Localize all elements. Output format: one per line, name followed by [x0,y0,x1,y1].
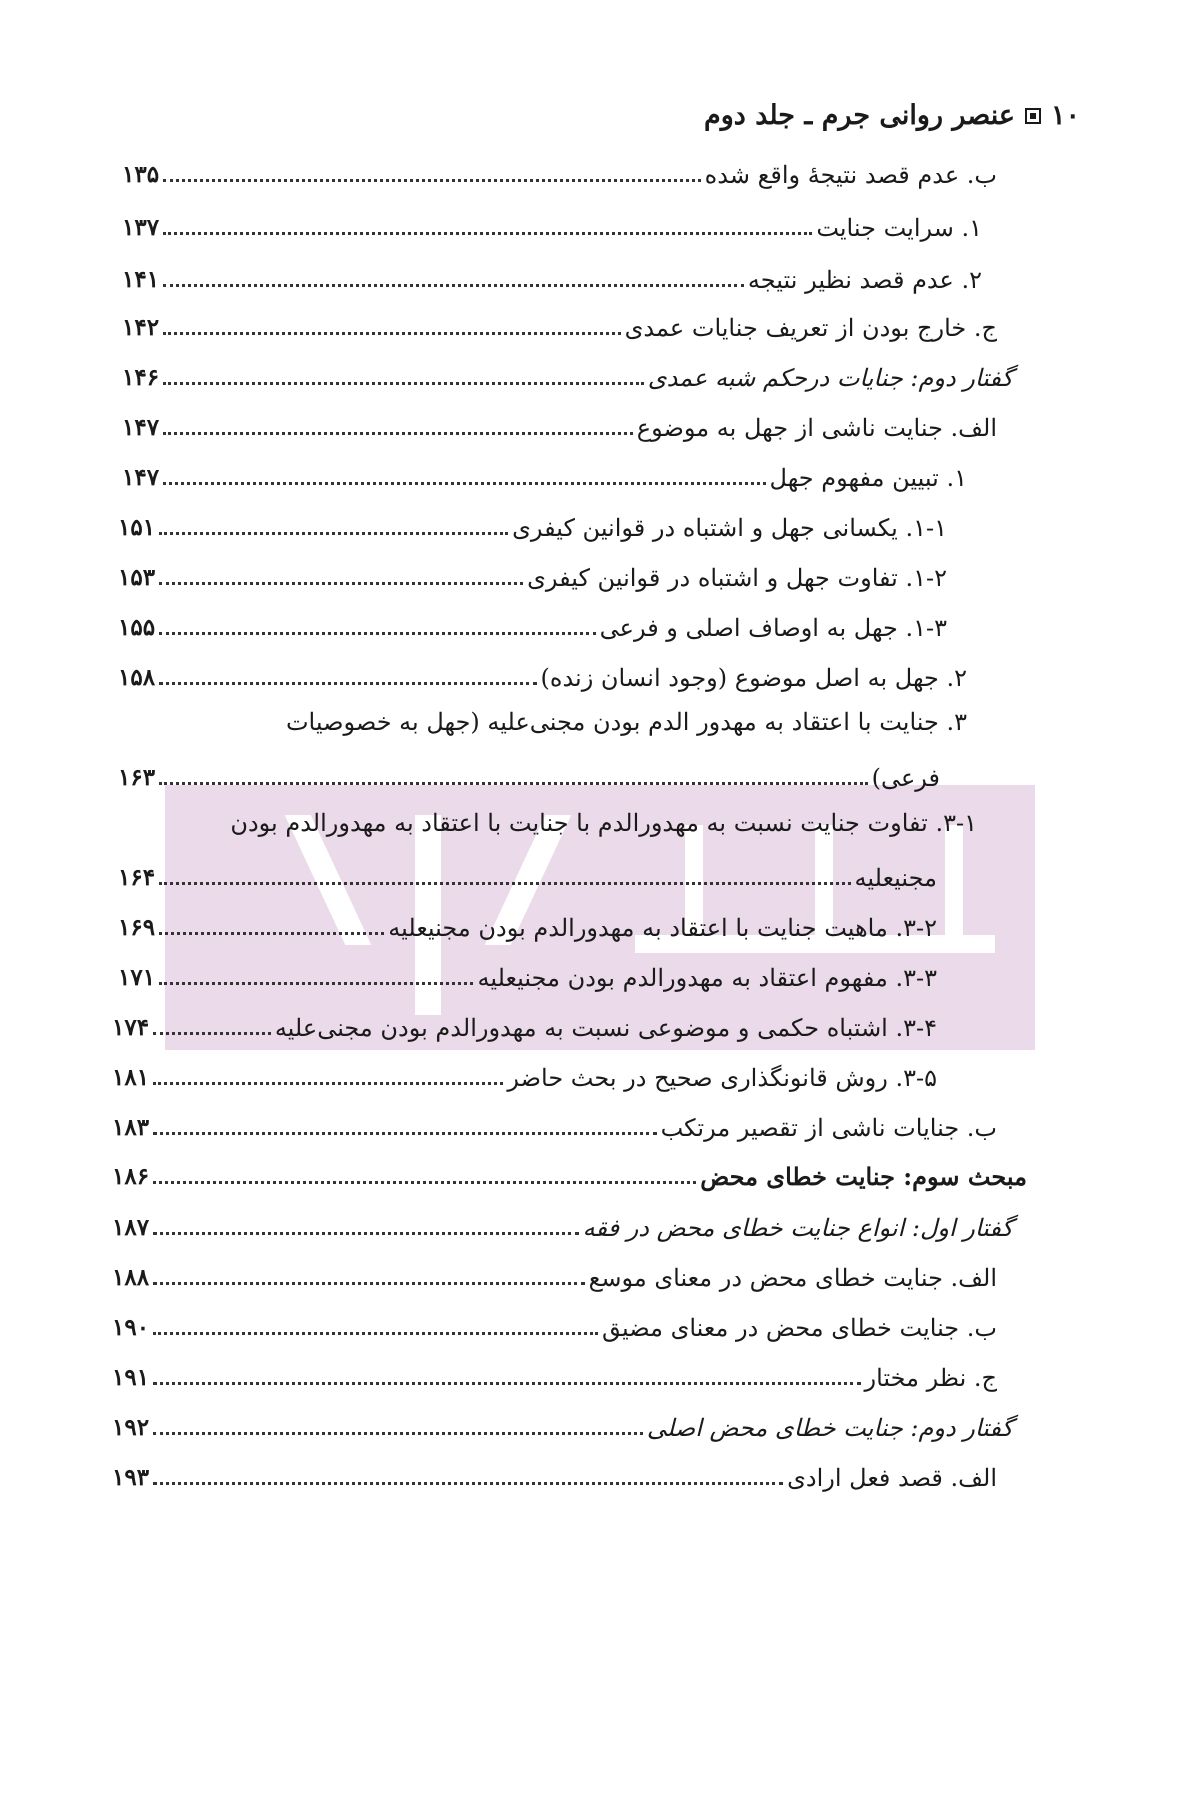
toc-entry: ب. جنایات ناشی از تقصیر مرتکب ۱۸۳ [112,1114,997,1142]
toc-entry: ۱-۳. جهل به اوصاف اصلی و فرعی ۱۵۵ [118,614,947,642]
leader-dots [163,382,644,385]
leader-dots [153,1082,503,1085]
running-header [704,100,1080,131]
leader-dots [163,432,633,435]
leader-dots [159,882,850,885]
toc-entry: الف. جنایت ناشی از جهل به موضوع ۱۴۷ [122,414,997,442]
leader-dots [159,682,536,685]
toc-entry: فرعی) ۱۶۳ [118,764,940,792]
leader-dots [163,179,701,182]
toc-entry: ۲. عدم قصد نظیر نتیجه ۱۴۱ [122,266,982,294]
toc-entry-line1: ۳-۱. تفاوت جنایت نسبت به مهدورالدم با جنایت با اعتقاد به مهدورالدم بودن [230,809,977,837]
toc-entry: الف. جنایت خطای محض در معنای موسع ۱۸۸ [112,1264,997,1292]
toc-entry: ۱-۱. یکسانی جهل و اشتباه در قوانین کیفری ۱۵۱ [118,514,947,542]
leader-dots [163,232,812,235]
leader-dots [159,932,384,935]
toc-section-heading: گفتار دوم: جنایت خطای محض اصلی ۱۹۲ [112,1414,1013,1442]
page-number: ۱۰ [1050,100,1080,131]
toc-entry-line1: ۳. جنایت با اعتقاد به مهدور الدم بودن مجنی‌علیه (جهل به خصوصیات [285,708,967,736]
toc-entry: ۱. سرایت جنایت ۱۳۷ [122,214,982,242]
leader-dots [153,1482,783,1485]
leader-dots [153,1382,860,1385]
leader-dots [153,1181,696,1184]
toc-entry: ۳-۲. ماهیت جنایت با اعتقاد به مهدورالدم بودن مجنیعلیه ۱۶۹ [118,914,937,942]
leader-dots [163,284,744,287]
toc-entry: ب. جنایت خطای محض در معنای مضیق ۱۹۰ [112,1314,997,1342]
leader-dots [163,482,765,485]
leader-dots [153,1282,585,1285]
leader-dots [153,1232,579,1235]
toc-entry: مجنیعلیه ۱۶۴ [118,864,937,892]
square-bullet-icon [1025,108,1041,124]
toc-chapter-heading: مبحث سوم: جنایت خطای محض ۱۸۶ [112,1162,1027,1191]
leader-dots [153,1332,598,1335]
leader-dots [159,782,868,785]
toc-entry: ۲. جهل به اصل موضوع (وجود انسان زنده) ۱۵۸ [118,664,967,692]
toc-entry: ج. خارج بودن از تعریف جنایات عمدی ۱۴۲ [122,314,997,342]
toc-entry: ۱-۲. تفاوت جهل و اشتباه در قوانین کیفری ۱۵۳ [118,564,947,592]
toc-section-heading: گفتار دوم: جنایات درحکم شبه عمدی ۱۴۶ [122,364,1013,392]
leader-dots [159,982,473,985]
leader-dots [159,582,523,585]
leader-dots [159,532,508,535]
book-title: عنصر روانی جرم ـ جلد دوم [704,100,1015,131]
leader-dots [153,1032,271,1035]
toc-entry: ۳-۴. اشتباه حکمی و موضوعی نسبت به مهدورالدم بودن مجنی‌علیه ۱۷۴ [112,1014,937,1042]
toc-entry: ب. عدم قصد نتیجهٔ واقع شده ۱۳۵ [122,161,997,189]
toc-entry: ۳-۵. روش قانونگذاری صحیح در بحث حاضر ۱۸۱ [112,1064,937,1092]
toc-entry: ۳-۳. مفهوم اعتقاد به مهدورالدم بودن مجنیعلیه ۱۷۱ [118,964,937,992]
leader-dots [153,1132,657,1135]
toc-section-heading: گفتار اول: انواع جنایت خطای محض در فقه ۱۸۷ [112,1214,1013,1242]
toc-entry: ج. نظر مختار ۱۹۱ [112,1364,997,1392]
toc-entry: ۱. تبیین مفهوم جهل ۱۴۷ [122,464,967,492]
leader-dots [159,632,596,635]
leader-dots [163,332,621,335]
leader-dots [153,1432,643,1435]
toc-entry: الف. قصد فعل ارادی ۱۹۳ [112,1464,997,1492]
